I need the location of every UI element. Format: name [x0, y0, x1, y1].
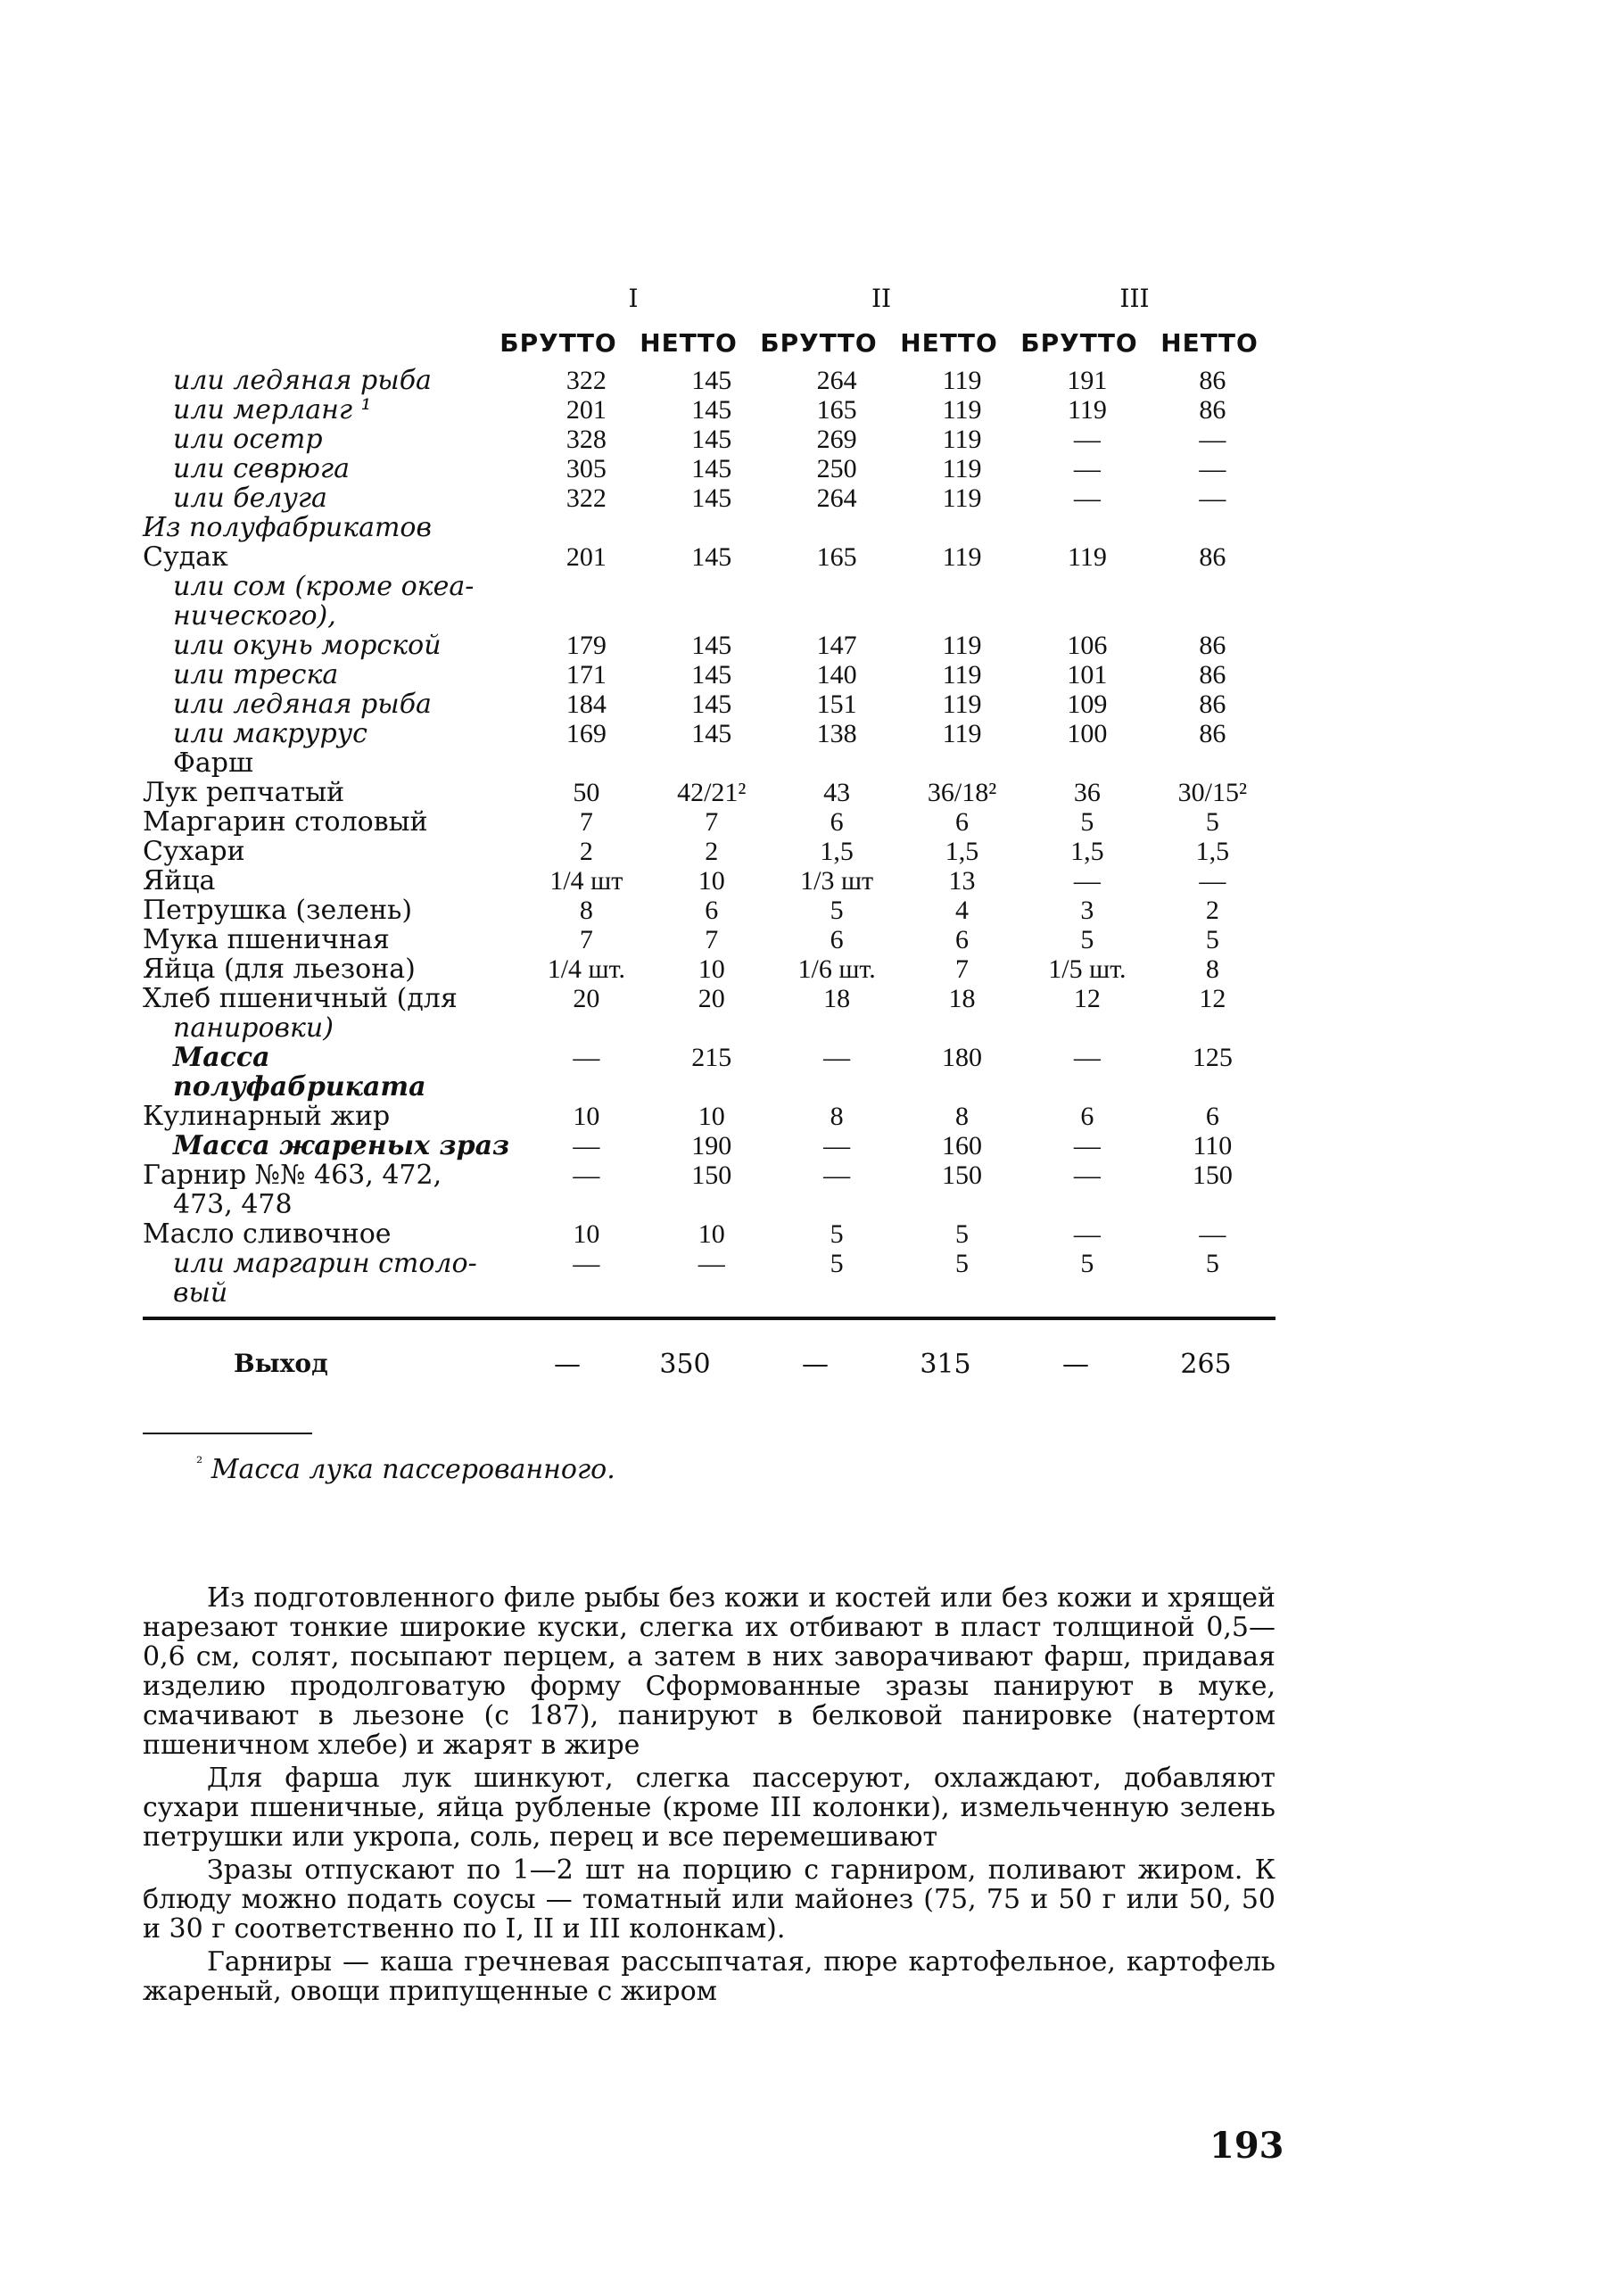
table-row: [143, 807, 1275, 837]
quantity-cell: [648, 601, 774, 631]
footnote-mark: ²: [196, 1454, 203, 1473]
column-subheader: НЕТТО: [640, 328, 738, 358]
ingredient-name: Яйца: [143, 865, 216, 896]
quantity-cell: 7: [955, 954, 970, 984]
ingredient-name: или белуга: [173, 483, 327, 514]
quantity-cell: 12: [1199, 984, 1226, 1013]
quantity-cell: 86: [1199, 719, 1226, 748]
table-row: [143, 601, 1275, 631]
quantity-cell: 160: [942, 1131, 983, 1160]
ingredient-name: Фарш: [173, 747, 253, 779]
quantity-cell: 2: [1205, 896, 1219, 925]
quantity-cell: —: [1073, 866, 1101, 896]
quantity-cell: 5: [1205, 925, 1219, 954]
quantity-cell: 1,5: [820, 837, 854, 866]
quantity-cell: 5: [1080, 807, 1094, 837]
footnote: [196, 1454, 615, 1485]
quantity-cell: 147: [816, 631, 857, 660]
quantity-cell: 184: [565, 690, 607, 719]
quantity-cell: 190: [691, 1131, 732, 1160]
paragraph: Из подготовленного филе рыбы без кожи и костей или без кожи и хрящей нарезают тонкие широкие куски, слегка их отбивают в пласт толщиной 0,5—0,6 см, солят, посыпают перцем, а затем в них заворачивают фарш, придавая изделию продолговатую форму Сформованные зразы панируют в муке, смачивают в льезоне (с 187), панируют в белковой панировке (натертом пшеничном хлебе) и жарят в жире: [143, 1582, 1275, 1761]
quantity-cell: 109: [1067, 690, 1108, 719]
quantity-cell: [648, 748, 774, 778]
quantity-cell: [774, 572, 899, 601]
ingredient-name: нического),: [173, 600, 336, 632]
ingredient-name: или макрурус: [173, 718, 367, 749]
quantity-cell: —: [1073, 1131, 1101, 1160]
quantity-cell: 5: [1205, 807, 1219, 837]
quantity-cell: —: [573, 1160, 600, 1190]
ingredient-name: Масло сливочное: [143, 1218, 392, 1250]
quantity-cell: [899, 1013, 1025, 1043]
quantity-cell: 2: [579, 837, 593, 866]
quantity-cell: 7: [579, 807, 593, 837]
quantity-cell: [774, 1013, 899, 1043]
quantity-cell: 8: [579, 896, 593, 925]
quantity-cell: 43: [823, 778, 851, 807]
quantity-cell: 5: [830, 896, 844, 925]
table-row: [143, 837, 1275, 866]
ingredient-name: или треска: [173, 659, 339, 690]
table-row: [143, 1131, 1275, 1160]
ingredient-name: или окунь морской: [173, 630, 442, 661]
quantity-cell: 86: [1199, 395, 1226, 425]
quantity-cell: [899, 572, 1025, 601]
quantity-cell: [899, 1278, 1025, 1308]
ingredient-name: Масса полуфабриката: [173, 1042, 426, 1103]
quantity-cell: [648, 1278, 774, 1308]
quantity-cell: 3: [1080, 896, 1094, 925]
quantity-cell: [899, 748, 1025, 778]
quantity-cell: [1025, 601, 1150, 631]
ingredients-table: [143, 366, 1275, 1308]
quantity-cell: [1025, 572, 1150, 601]
table-row: [143, 572, 1275, 601]
quantity-cell: 264: [816, 483, 857, 513]
table-row: [143, 925, 1275, 954]
column-subheader: БРУТТО: [499, 328, 617, 358]
quantity-cell: 5: [1205, 1249, 1219, 1278]
quantity-cell: 269: [816, 425, 857, 454]
quantity-cell: 6: [830, 807, 844, 837]
quantity-cell: 6: [830, 925, 844, 954]
quantity-cell: 50: [573, 778, 600, 807]
quantity-cell: [524, 748, 649, 778]
ingredient-name: Лук репчатый: [143, 777, 345, 808]
quantity-cell: 6: [705, 896, 719, 925]
quantity-cell: 150: [691, 1160, 732, 1190]
quantity-cell: [1150, 601, 1275, 631]
table-bottom-rule: [143, 1317, 1275, 1320]
ingredient-name: или сом (кроме океа-: [173, 571, 475, 602]
table-row: [143, 896, 1275, 925]
quantity-cell: —: [1073, 1043, 1101, 1072]
table-row: [143, 1190, 1275, 1219]
table-row: [143, 1102, 1275, 1131]
yield-value: 315: [920, 1349, 971, 1380]
quantity-cell: [774, 1278, 899, 1308]
quantity-cell: 322: [565, 366, 607, 395]
quantity-cell: 145: [691, 690, 732, 719]
footnote-rule: [143, 1433, 312, 1434]
quantity-cell: [1025, 748, 1150, 778]
quantity-cell: 8: [830, 1102, 844, 1131]
yield-value: 350: [659, 1349, 711, 1380]
quantity-cell: 36: [1073, 778, 1101, 807]
page-number: 193: [1209, 2125, 1284, 2167]
ingredient-name: Судак: [143, 541, 228, 573]
quantity-cell: —: [1199, 866, 1226, 896]
quantity-cell: 165: [816, 395, 857, 425]
quantity-cell: 150: [1192, 1160, 1233, 1190]
table-row: [143, 954, 1275, 984]
quantity-cell: 86: [1199, 660, 1226, 690]
table-row: [143, 513, 1275, 542]
ingredient-name: Гарнир №№ 463, 472,: [143, 1160, 442, 1191]
quantity-cell: —: [573, 1131, 600, 1160]
quantity-cell: 119: [942, 483, 982, 513]
quantity-cell: —: [1073, 483, 1101, 513]
ingredient-name: панировки): [173, 1012, 334, 1044]
quantity-cell: 5: [955, 1219, 970, 1249]
table-row: [143, 1278, 1275, 1308]
quantity-cell: [1150, 1013, 1275, 1043]
paragraph: Зразы отпускают по 1—2 шт на порцию с гарниром, поливают жиром. К блюду можно подать соусы — томатный или майонез (75, 75 и 50 г или 50, 50 и 30 г соответственно по I, II и III колонкам).: [143, 1854, 1275, 1945]
quantity-cell: —: [1199, 454, 1226, 483]
column-subheader: БРУТТО: [760, 328, 878, 358]
quantity-cell: [899, 1190, 1025, 1219]
table-row: [143, 690, 1275, 719]
quantity-cell: —: [573, 1043, 600, 1072]
quantity-cell: 86: [1199, 366, 1226, 395]
quantity-cell: —: [1073, 454, 1101, 483]
quantity-cell: [899, 601, 1025, 631]
table-row: [143, 631, 1275, 660]
quantity-cell: —: [1073, 1219, 1101, 1249]
quantity-cell: —: [823, 1043, 851, 1072]
quantity-cell: 1,5: [945, 837, 979, 866]
quantity-cell: —: [1073, 425, 1101, 454]
ingredient-name: Яйца (для льезона): [143, 954, 416, 985]
quantity-cell: 145: [691, 631, 732, 660]
ingredient-name: Из полуфабрикатов: [143, 512, 432, 543]
quantity-cell: 191: [1067, 366, 1108, 395]
quantity-cell: 169: [565, 719, 607, 748]
quantity-cell: 150: [942, 1160, 983, 1190]
table-row: [143, 425, 1275, 454]
quantity-cell: 145: [691, 660, 732, 690]
quantity-cell: 145: [691, 454, 732, 483]
quantity-cell: 8: [1205, 954, 1219, 984]
quantity-cell: [1025, 1190, 1150, 1219]
table-row: [143, 454, 1275, 483]
quantity-cell: [524, 601, 649, 631]
quantity-cell: 151: [816, 690, 857, 719]
quantity-cell: 5: [830, 1249, 844, 1278]
quantity-cell: 7: [705, 925, 719, 954]
quantity-cell: 215: [691, 1043, 732, 1072]
quantity-cell: 1/4 шт.: [547, 954, 625, 984]
ingredient-name: Хлеб пшеничный (для: [143, 983, 458, 1014]
quantity-cell: 138: [816, 719, 857, 748]
table-row: [143, 1043, 1275, 1102]
ingredient-name: или ледяная рыба: [173, 689, 432, 720]
yield-label: Выход: [234, 1349, 328, 1378]
quantity-cell: 4: [955, 896, 970, 925]
quantity-cell: [1150, 1190, 1275, 1219]
quantity-cell: 201: [565, 395, 607, 425]
quantity-cell: 10: [698, 866, 725, 896]
quantity-cell: 145: [691, 483, 732, 513]
quantity-cell: 201: [565, 542, 607, 572]
quantity-cell: —: [823, 1131, 851, 1160]
quantity-cell: 18: [948, 984, 976, 1013]
ingredient-name: Кулинарный жир: [143, 1101, 391, 1132]
yield-value: —: [554, 1349, 581, 1380]
ingredient-name: 473, 478: [173, 1189, 293, 1220]
recipe-instructions: [143, 1583, 1275, 2010]
quantity-cell: 7: [705, 807, 719, 837]
quantity-cell: 86: [1199, 542, 1226, 572]
quantity-cell: 119: [942, 454, 982, 483]
quantity-cell: [524, 572, 649, 601]
quantity-cell: [524, 513, 649, 542]
quantity-cell: [1150, 572, 1275, 601]
quantity-cell: 165: [816, 542, 857, 572]
quantity-cell: [1150, 513, 1275, 542]
quantity-cell: 42/21²: [677, 778, 747, 807]
quantity-cell: 179: [565, 631, 607, 660]
table-row: [143, 660, 1275, 690]
ingredient-name: Мука пшеничная: [143, 924, 390, 955]
ingredient-name: или ледяная рыба: [173, 365, 432, 396]
quantity-cell: 1/3 шт: [800, 866, 874, 896]
ingredient-name: или севрюга: [173, 453, 350, 484]
table-row: [143, 1219, 1275, 1249]
table-row: [143, 483, 1275, 513]
table-row: [143, 984, 1275, 1013]
table-row: [143, 1160, 1275, 1190]
column-subheader: БРУТТО: [1020, 328, 1138, 358]
quantity-cell: 119: [942, 542, 982, 572]
quantity-cell: 140: [816, 660, 857, 690]
quantity-cell: 250: [816, 454, 857, 483]
quantity-cell: —: [1073, 1160, 1101, 1190]
table-row: [143, 866, 1275, 896]
quantity-cell: 119: [942, 660, 982, 690]
quantity-cell: 110: [1193, 1131, 1233, 1160]
quantity-cell: 5: [1080, 925, 1094, 954]
ingredient-name: Масса жареных зраз: [173, 1130, 510, 1161]
quantity-cell: 119: [1067, 395, 1107, 425]
quantity-cell: 145: [691, 542, 732, 572]
quantity-cell: —: [1199, 425, 1226, 454]
quantity-cell: 101: [1067, 660, 1108, 690]
quantity-cell: 12: [1073, 984, 1101, 1013]
quantity-cell: 6: [955, 925, 970, 954]
quantity-cell: 20: [698, 984, 725, 1013]
table-row: [143, 1249, 1275, 1278]
quantity-cell: 5: [830, 1219, 844, 1249]
quantity-cell: 7: [579, 925, 593, 954]
quantity-cell: 264: [816, 366, 857, 395]
ingredient-name: Маргарин столовый: [143, 806, 428, 838]
quantity-cell: 145: [691, 425, 732, 454]
quantity-cell: 119: [942, 366, 982, 395]
paragraph: Для фарша лук шинкуют, слегка пассеруют, охлаждают, добавляют сухари пшеничные, яйца рубленые (кроме III колонки), измельченную зелень петрушки или укропа, соль, перец и все перемешивают: [143, 1763, 1275, 1853]
quantity-cell: 1/5 шт.: [1048, 954, 1127, 984]
table-row: [143, 719, 1275, 748]
quantity-cell: [899, 513, 1025, 542]
quantity-cell: [648, 572, 774, 601]
quantity-cell: 106: [1067, 631, 1108, 660]
quantity-cell: 10: [698, 954, 725, 984]
quantity-cell: [1150, 748, 1275, 778]
quantity-cell: 119: [942, 395, 982, 425]
table-row: [143, 748, 1275, 778]
quantity-cell: [1025, 1278, 1150, 1308]
quantity-cell: [648, 1013, 774, 1043]
quantity-cell: 10: [573, 1219, 600, 1249]
quantity-cell: 119: [1067, 542, 1107, 572]
column-group-header: I: [628, 284, 639, 313]
quantity-cell: 328: [565, 425, 607, 454]
quantity-cell: 5: [955, 1249, 970, 1278]
quantity-cell: [774, 513, 899, 542]
quantity-cell: 1,5: [1195, 837, 1230, 866]
ingredient-name: или мерланг ¹: [173, 394, 372, 425]
column-group-header: II: [871, 284, 892, 313]
quantity-cell: 86: [1199, 690, 1226, 719]
quantity-cell: 145: [691, 719, 732, 748]
quantity-cell: 8: [955, 1102, 970, 1131]
quantity-cell: 1/4 шт: [549, 866, 623, 896]
quantity-cell: 2: [705, 837, 719, 866]
ingredient-name: или маргарин столо-: [173, 1248, 477, 1279]
quantity-cell: [1150, 1278, 1275, 1308]
quantity-cell: [774, 601, 899, 631]
quantity-cell: 20: [573, 984, 600, 1013]
ingredient-name: вый: [173, 1277, 228, 1309]
quantity-cell: [648, 513, 774, 542]
quantity-cell: 1,5: [1070, 837, 1104, 866]
quantity-cell: [774, 1190, 899, 1219]
table-row: [143, 1013, 1275, 1043]
quantity-cell: 119: [942, 719, 982, 748]
ingredient-name: Сухари: [143, 836, 245, 867]
quantity-cell: —: [1199, 483, 1226, 513]
quantity-cell: 86: [1199, 631, 1226, 660]
quantity-cell: —: [698, 1249, 725, 1278]
quantity-cell: 145: [691, 395, 732, 425]
yield-value: —: [1062, 1349, 1089, 1380]
column-group-header: III: [1119, 284, 1150, 313]
table-row: [143, 395, 1275, 425]
quantity-cell: [648, 1190, 774, 1219]
quantity-cell: 119: [942, 425, 982, 454]
quantity-cell: 145: [691, 366, 732, 395]
quantity-cell: 119: [942, 631, 982, 660]
quantity-cell: —: [573, 1249, 600, 1278]
yield-value: 265: [1180, 1349, 1232, 1380]
yield-value: —: [802, 1349, 829, 1380]
quantity-cell: 100: [1067, 719, 1108, 748]
quantity-cell: 10: [573, 1102, 600, 1131]
quantity-cell: 6: [1205, 1102, 1219, 1131]
quantity-cell: 322: [565, 483, 607, 513]
quantity-cell: [524, 1013, 649, 1043]
quantity-cell: [524, 1190, 649, 1219]
table-row: [143, 366, 1275, 395]
quantity-cell: 13: [948, 866, 976, 896]
quantity-cell: 1/6 шт.: [797, 954, 876, 984]
quantity-cell: —: [1199, 1219, 1226, 1249]
quantity-cell: 6: [955, 807, 970, 837]
quantity-cell: 6: [1080, 1102, 1094, 1131]
paragraph: Гарниры — каша гречневая рассыпчатая, пюре картофельное, картофель жареный, овощи припущенные с жиром: [143, 1946, 1275, 2007]
quantity-cell: 305: [565, 454, 607, 483]
quantity-cell: —: [823, 1160, 851, 1190]
quantity-cell: [524, 1278, 649, 1308]
quantity-cell: [774, 748, 899, 778]
column-subheader: НЕТТО: [900, 328, 998, 358]
quantity-cell: 180: [942, 1043, 983, 1072]
quantity-cell: [1025, 1013, 1150, 1043]
table-row: [143, 542, 1275, 572]
quantity-cell: 119: [942, 690, 982, 719]
ingredient-name: или осетр: [173, 424, 323, 455]
table-row: [143, 778, 1275, 807]
quantity-cell: [1025, 513, 1150, 542]
quantity-cell: 10: [698, 1102, 725, 1131]
quantity-cell: 5: [1080, 1249, 1094, 1278]
quantity-cell: 36/18²: [927, 778, 997, 807]
quantity-cell: 171: [565, 660, 607, 690]
quantity-cell: 30/15²: [1177, 778, 1247, 807]
quantity-cell: 18: [823, 984, 851, 1013]
quantity-cell: 10: [698, 1219, 725, 1249]
quantity-cell: 125: [1192, 1043, 1233, 1072]
footnote-text: Масса лука пассерованного.: [211, 1454, 615, 1485]
column-subheader: НЕТТО: [1160, 328, 1259, 358]
ingredient-name: Петрушка (зелень): [143, 895, 413, 926]
